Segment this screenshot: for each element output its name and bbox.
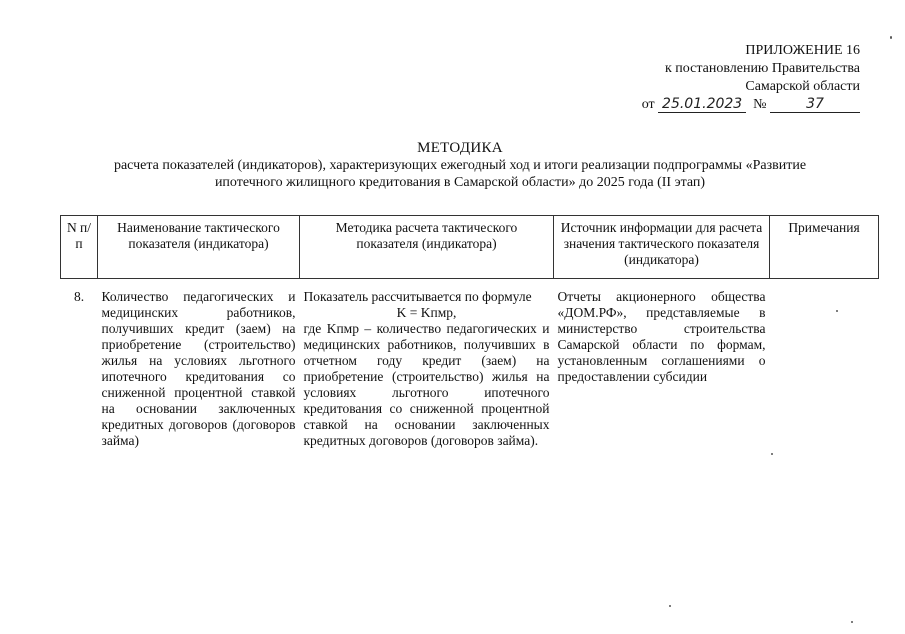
method-explanation: где Kпмр – количество педагогических и медицинских работников, получивших в отчетном году кредит (заем) на приобретение (строительство) жилья на условиях льготного ипотечного кредитования со сниженной процентной ставкой на основании заключенных кредитных договоров (договоров займа). — [303, 321, 550, 448]
date-prefix: от — [641, 97, 655, 112]
document-heading — [60, 140, 860, 191]
header-information-source: Источник информации для расчета значения тактического показателя (индикатора) — [554, 216, 770, 279]
appendix-line-1: к постановлению Правительства — [664, 61, 860, 76]
scan-speck — [836, 310, 838, 312]
header-calculation-method: Методика расчета тактического показателя (индикатора) — [300, 216, 554, 279]
scan-speck — [771, 453, 773, 455]
document-title: МЕТОДИКА — [417, 140, 503, 156]
header-indicator-name: Наименование тактического показателя (индикатора) — [98, 216, 300, 279]
row-notes — [770, 279, 879, 454]
table-row — [61, 279, 879, 454]
methodology-table — [60, 215, 879, 453]
table-header-row — [61, 216, 879, 279]
scan-speck — [851, 621, 853, 623]
document-subtitle-line-2: ипотечного жилищного кредитования в Самарской области» до 2025 года (II этап) — [214, 175, 706, 190]
resolution-date-number — [642, 96, 860, 114]
header-notes: Примечания — [770, 216, 879, 279]
handwritten-date: 25.01.2023 — [658, 97, 746, 113]
document-subtitle-line-1: расчета показателей (индикаторов), характеризующих ежегодный ход и итоги реализации подпрограммы «Развитие — [113, 158, 807, 173]
scan-speck — [890, 36, 892, 39]
appendix-title: ПРИЛОЖЕНИЕ 16 — [745, 43, 860, 58]
method-intro: Показатель рассчитывается по формуле — [303, 289, 532, 304]
row-indicator-name: Количество педагогических и медицинских работников, получивших кредит (заем) на приобретение (строительство) жилья на условиях льготного ипотечного кредитования со сниженной процентной ставкой на основании заключенных кредитных договоров (договоров займа) — [101, 289, 296, 448]
appendix-line-2: Самарской области — [745, 79, 860, 94]
number-prefix: № — [753, 97, 767, 112]
appendix-block — [642, 42, 860, 114]
method-formula: K = Kпмр, — [396, 305, 457, 320]
scan-speck — [669, 605, 671, 607]
header-number: N п/п — [61, 216, 98, 279]
handwritten-number: 37 — [770, 97, 860, 113]
row-number: 8. — [73, 289, 85, 304]
row-calculation-method — [300, 279, 554, 454]
row-information-source: Отчеты акционерного общества «ДОМ.РФ», представляемые в министерство строительства Самарской области по формам, установленным соглашениями о предоставлении субсидии — [557, 289, 766, 384]
